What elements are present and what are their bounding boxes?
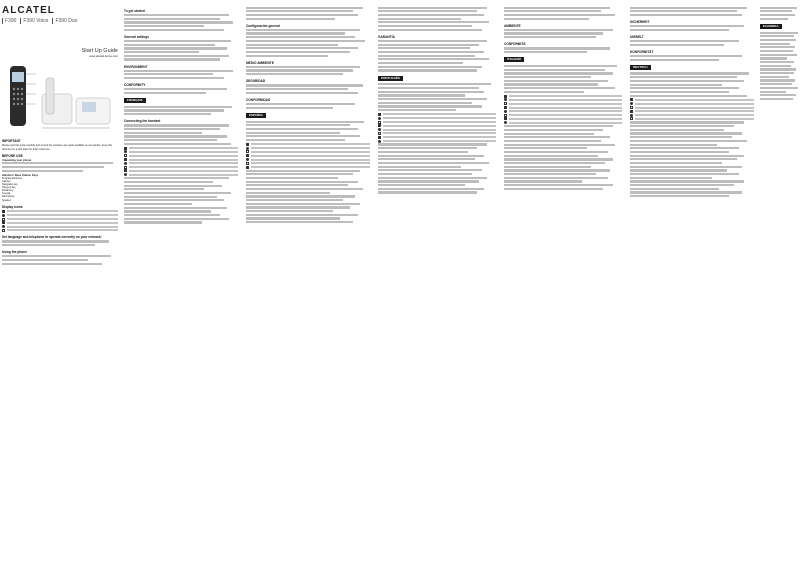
battery-icon (630, 98, 633, 101)
conformita-heading: CONFORMITÀ (504, 42, 526, 47)
network-heading: Set language and telephone to operate correctly on your network: (2, 235, 102, 240)
portuguese-column (378, 6, 496, 562)
french-column (246, 6, 370, 562)
environment-es-heading: MEDIO AMBIENTE (246, 60, 274, 65)
keypad-lock-icon (504, 114, 507, 117)
key-item: Speaker (2, 198, 11, 202)
alarm-icon (2, 221, 5, 224)
key-item: Microphone (2, 195, 15, 199)
english-french-column (124, 6, 238, 562)
english-section (2, 139, 118, 265)
envelope-icon (246, 150, 249, 153)
italian-banner: ITALIANO (504, 57, 524, 62)
model-2: F390 Voice (20, 18, 48, 24)
german-banner: DEUTSCH (630, 65, 651, 70)
german-column (630, 6, 754, 562)
antenna-icon (246, 147, 249, 150)
general-settings-heading: General settings (124, 34, 149, 39)
alarm-icon (504, 106, 507, 109)
brand-header (2, 6, 118, 34)
english-important-heading: IMPORTANT (2, 139, 21, 144)
model-3: F390 Duo (52, 18, 77, 24)
ringer-off-icon (630, 114, 633, 117)
konformitat-heading: KONFORMITÄT (630, 49, 654, 54)
missed-call-icon (504, 121, 507, 124)
alarm-icon (630, 110, 633, 113)
alarm-icon (246, 154, 249, 157)
french-banner: FRANÇAIS (124, 98, 146, 103)
missed-call-icon (124, 173, 127, 176)
keypad-lock-icon (378, 132, 381, 135)
alarm-icon (124, 158, 127, 161)
key-item: Redial key (2, 189, 14, 193)
keys-heading: Handset / Base Station Keys (2, 173, 39, 177)
envelope-icon (630, 106, 633, 109)
speaker-icon (504, 117, 507, 120)
before-use-heading: BEFORE USE (2, 153, 23, 158)
german-icon-legend (630, 98, 754, 121)
alarm-icon (378, 124, 381, 127)
ringer-off-icon (504, 110, 507, 113)
conformidad-heading: CONFORMIDAD (246, 97, 271, 102)
using-phone-heading: Using the phone (2, 250, 27, 255)
english-important-text: Please read this guide carefully and consult the complete user guide available on our website. Keep this document in a safe place for future reference. (2, 144, 112, 151)
italian-icon-legend (504, 94, 622, 124)
ambiente-heading: AMBIENTE (504, 23, 521, 28)
french-icon-legend (124, 146, 238, 176)
antenna-icon (378, 117, 381, 120)
key-item: Navigation key (2, 183, 18, 187)
connecting-heading: Connecting the handset (124, 119, 161, 124)
battery-icon (246, 143, 249, 146)
key-item: Programmable key (2, 176, 23, 180)
spanish-icon-legend (246, 142, 370, 169)
portuguese-icon-legend (378, 113, 496, 143)
battery-icon (504, 95, 507, 98)
battery-icon (124, 147, 127, 150)
icon-legend (2, 210, 118, 233)
spanish-banner: ESPAÑOL (246, 113, 266, 118)
phone-illustration (2, 64, 118, 138)
greek-column (760, 6, 800, 562)
getting-started-heading: To get started (124, 9, 145, 13)
keypad-lock-icon (246, 162, 249, 165)
speaker-icon (124, 169, 127, 172)
battery-icon (378, 113, 381, 116)
keypad-lock-icon (124, 166, 127, 169)
missed-call-icon (378, 140, 381, 143)
keypad-lock-icon (630, 117, 633, 120)
cover-column (2, 6, 118, 562)
guide-title: Start Up Guide (81, 48, 118, 54)
greek-banner: ΕΛΛΗΝΙΚΑ (760, 24, 782, 29)
envelope-icon (504, 102, 507, 105)
model-1: F390 (2, 18, 16, 24)
umwelt-heading: UMWELT (630, 34, 644, 39)
missed-call-icon (2, 229, 5, 232)
unpacking-heading: Unpacking your phone (2, 158, 32, 162)
envelope-icon (2, 218, 5, 221)
antenna-icon (2, 214, 5, 217)
model-list (2, 18, 118, 24)
speaker-icon (378, 136, 381, 139)
configuration-heading: Configuración general (246, 23, 280, 28)
phone-drawing-icon (2, 64, 118, 138)
key-item: Call key (2, 179, 11, 183)
sicherheit-heading: SICHERHEIT (630, 20, 650, 25)
portuguese-banner: PORTUGUÊS (378, 76, 403, 81)
italian-column (504, 6, 622, 562)
ringer-off-icon (124, 162, 127, 165)
battery-icon (2, 210, 5, 213)
key-item: Hang-up key (2, 186, 16, 190)
brand-name: ALCATEL (2, 6, 55, 16)
speaker-icon (246, 166, 249, 169)
seguridad-heading: SEGURIDAD (246, 79, 266, 84)
conformity-heading: CONFORMITY (124, 83, 146, 88)
key-list (2, 177, 118, 202)
key-item: Keypad (2, 192, 11, 196)
garantia-heading: GARANTÍA (378, 34, 395, 39)
envelope-icon (124, 154, 127, 157)
envelope-icon (378, 121, 381, 124)
environment-heading: ENVIRONMENT (124, 64, 148, 69)
website-url: www.alcatel-home.com (89, 54, 118, 58)
display-icons-heading: Display icons (2, 204, 23, 209)
